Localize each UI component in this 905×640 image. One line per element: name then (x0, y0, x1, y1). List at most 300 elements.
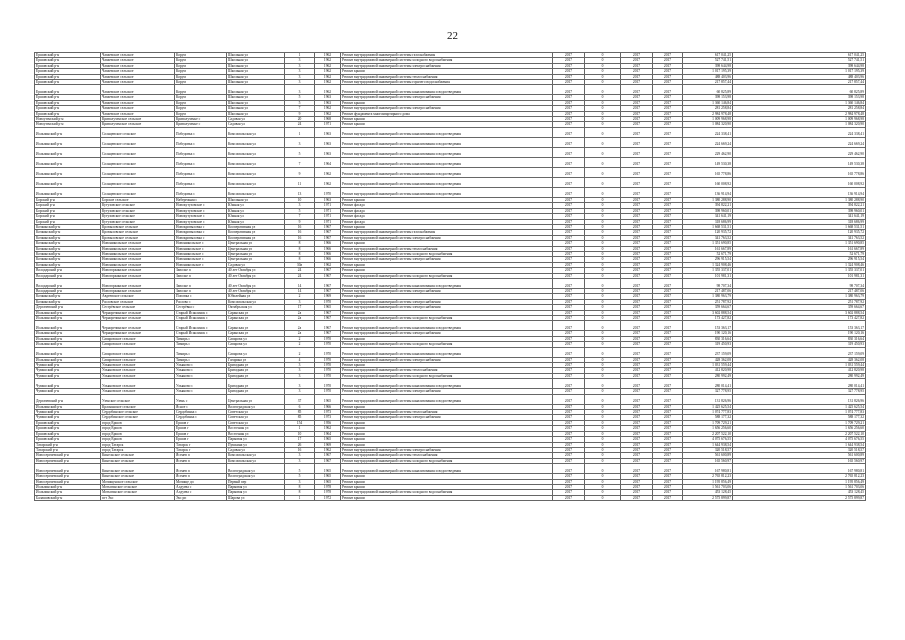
cell-district: Ершовский р-н (35, 53, 101, 58)
cell-plan-year: 2017 (553, 495, 585, 500)
cell-total: 1 195 856,49 (733, 479, 866, 484)
cell-cost: 52 671,79 (683, 251, 733, 256)
cell-end-year: 2017 (653, 257, 683, 262)
cell-start-year: 2017 (621, 147, 653, 157)
cell-work: Ремонт крыши (341, 474, 553, 479)
cell-house: 3 (285, 80, 315, 85)
cell-house: 4 (285, 357, 315, 362)
cell-district: Новосергиевский р-н (35, 453, 101, 458)
cell-end-year: 2017 (653, 331, 683, 336)
cell-locality: Ясенев п (175, 453, 227, 458)
cell-work: Ремонт внутридомовой инженерной системы электроснабжения (341, 63, 553, 68)
cell-start-year: 2017 (621, 442, 653, 447)
cell-work: Ремонт крыши (341, 197, 553, 202)
cell-house: 14 (285, 288, 315, 293)
cell-work: Ремонт внутридомовой инженерной системы электроснабжения (341, 357, 553, 362)
cell-total: 280 014,41 (733, 379, 866, 389)
cell-count: 0 (585, 310, 621, 315)
cell-house: 16 (285, 235, 315, 240)
cell-total: 224 338,41 (733, 127, 866, 137)
cell-locality: Сестрёвка с (175, 305, 227, 310)
cell-start-year: 2017 (621, 95, 653, 100)
cell-count: 0 (585, 278, 621, 288)
cell-district: Борский р-н (35, 219, 101, 224)
cell-work: Ремонт внутридомовой инженерной системы электроснабжения (341, 106, 553, 111)
cell-year: 1963 (315, 197, 341, 202)
cell-locality: Криволученье с (175, 117, 227, 122)
cell-house: 3 (285, 389, 315, 394)
cell-year: 1971 (315, 122, 341, 127)
cell-locality: Ульяново с (175, 373, 227, 378)
cell-house: 8 (285, 251, 315, 256)
cell-plan-year: 2017 (553, 80, 585, 85)
cell-street: Школьная ул (227, 85, 285, 95)
cell-street: Бригадная ул (227, 379, 285, 389)
cell-start-year: 2017 (621, 420, 653, 425)
cell-cost: 428 362,08 (683, 357, 733, 362)
cell-year: 1967 (315, 453, 341, 458)
cell-settlement: Ульяновское сельское (101, 363, 175, 368)
cell-start-year: 2017 (621, 464, 653, 474)
cell-locality: Победовка с (175, 127, 227, 137)
cell-start-year: 2017 (621, 437, 653, 442)
cell-start-year: 2017 (621, 111, 653, 116)
cell-settlement: Сапаровское сельское (101, 357, 175, 362)
cell-plan-year: 2017 (553, 379, 585, 389)
cell-district: Дергачевский р-н (35, 305, 101, 310)
cell-total: 1 360 146,84 (733, 100, 866, 105)
cell-locality: Заволье п (175, 268, 227, 273)
cell-total: 320 518,57 (733, 447, 866, 452)
cell-street: Комсомольская ул (227, 127, 285, 137)
cell-district: Чувашский р-н (35, 368, 101, 373)
cell-street: Южная ул (227, 203, 285, 208)
cell-end-year: 2017 (653, 251, 683, 256)
cell-start-year: 2017 (621, 74, 653, 79)
cell-start-year: 2017 (621, 490, 653, 495)
cell-total: 1 324 908,46 (733, 262, 866, 267)
cell-street: Бригадная ул (227, 373, 285, 378)
cell-end-year: 2017 (653, 426, 683, 431)
cell-cost: 1 351 690,85 (683, 241, 733, 246)
cell-plan-year: 2017 (553, 389, 585, 394)
cell-count: 0 (585, 447, 621, 452)
cell-settlement: город Ершов (101, 437, 175, 442)
cell-cost: 527 741,51 (683, 58, 733, 63)
cell-plan-year: 2017 (553, 262, 585, 267)
cell-street: Комсомольская ул (227, 167, 285, 177)
cell-district: Чувашский р-н (35, 389, 101, 394)
cell-settlement: Новоникольское сельское (101, 257, 175, 262)
cell-plan-year: 2017 (553, 490, 585, 495)
cell-start-year: 2017 (621, 69, 653, 74)
cell-work: Ремонт крыши (341, 431, 553, 436)
cell-district: Борский р-н (35, 197, 101, 202)
cell-locality: Набережная с (175, 197, 227, 202)
cell-work: Ремонт внутридомовой инженерной системы электроснабжения (341, 288, 553, 293)
cell-year: 1966 (315, 241, 341, 246)
cell-cost: 1 709 729,21 (683, 420, 733, 425)
cell-cost: 217 487,06 (683, 288, 733, 293)
cell-count: 0 (585, 262, 621, 267)
cell-settlement: город Ершов (101, 420, 175, 425)
cell-street: Бригадная ул (227, 389, 285, 394)
cell-house: 5 (285, 464, 315, 474)
cell-settlement: Мочищенское сельское (101, 479, 175, 484)
cell-work: Ремонт внутридомовой инженерной системы электроснабжения (341, 95, 553, 100)
cell-settlement: Чапаевское сельское (101, 100, 175, 105)
cell-start-year: 2017 (621, 127, 653, 137)
cell-total: 428 362,08 (733, 357, 866, 362)
cell-work: Ремонт крыши (341, 404, 553, 409)
cell-cost: 341 641,19 (683, 214, 733, 219)
cell-end-year: 2017 (653, 262, 683, 267)
cell-plan-year: 2017 (553, 257, 585, 262)
page-number: 22 (447, 30, 458, 42)
cell-street: Южная ул (227, 219, 285, 224)
table-row (35, 187, 866, 197)
cell-house: 1 (285, 127, 315, 137)
cell-locality: Новоникольское с (175, 251, 227, 256)
cell-locality: Корум (175, 74, 227, 79)
cell-end-year: 2017 (653, 357, 683, 362)
cell-district: Ершовский р-н (35, 106, 101, 111)
cell-count: 0 (585, 246, 621, 251)
cell-start-year: 2017 (621, 447, 653, 452)
cell-house: 7 (285, 214, 315, 219)
cell-house: 8 (285, 241, 315, 246)
cell-cost: 320 518,57 (683, 447, 733, 452)
cell-settlement: Сердобинское сельское (101, 415, 175, 420)
cell-street: Саранская ул (227, 310, 285, 315)
cell-locality: Корум (175, 58, 227, 63)
cell-cost: 1 074 777,83 (683, 410, 733, 415)
cell-locality: Новокутузовское с (175, 219, 227, 224)
cell-settlement: Новоникольское сельское (101, 246, 175, 251)
cell-house: 7 (285, 157, 315, 167)
cell-work: Ремонт внутридомовой инженерной системы холодного водоснабжения (341, 251, 553, 256)
cell-work: Ремонт внутридомовой инженерной системы электроснабжения (341, 235, 553, 240)
cell-cost: 327 778,95 (683, 389, 733, 394)
cell-settlement: Кинельское сельское (101, 474, 175, 479)
cell-total: 3 602 888,54 (733, 310, 866, 315)
cell-start-year: 2017 (621, 58, 653, 63)
cell-cost: 1 644 938,54 (683, 442, 733, 447)
cell-locality: Ульяново с (175, 379, 227, 389)
cell-total: 1 084 320,90 (733, 122, 866, 127)
cell-year: 1968 (315, 117, 341, 122)
cell-cost: 229 462,90 (683, 147, 733, 157)
cell-district: Ершовский р-н (35, 80, 101, 85)
cell-work: Ремонт внутридомовой инженерной системы электроснабжения (341, 389, 553, 394)
cell-work: Ремонт крыши (341, 262, 553, 267)
cell-house: 3 (285, 85, 315, 95)
cell-settlement: Криволученское сельское (101, 117, 175, 122)
cell-settlement: Черноречинское сельское (101, 321, 175, 331)
cell-end-year: 2017 (653, 474, 683, 479)
cell-count: 0 (585, 288, 621, 293)
cell-house: 24 (285, 122, 315, 127)
cell-district: Кочкинский р-н (35, 262, 101, 267)
cell-year: 1963 (315, 137, 341, 147)
cell-year: 1965 (315, 474, 341, 479)
cell-count: 0 (585, 363, 621, 368)
cell-year: 1967 (315, 268, 341, 273)
cell-count: 0 (585, 214, 621, 219)
cell-district: Исаклинский р-н (35, 347, 101, 357)
cell-count: 0 (585, 404, 621, 409)
cell-work: Ремонт крыши (341, 363, 553, 368)
cell-street: 40 лет Октября ул (227, 273, 285, 278)
cell-cost: 2 765 812,23 (683, 474, 733, 479)
cell-end-year: 2017 (653, 241, 683, 246)
cell-cost: 561 600,89 (683, 453, 733, 458)
cell-plan-year: 2017 (553, 331, 585, 336)
cell-settlement: Кутузовское сельское (101, 214, 175, 219)
cell-house: 8 (285, 484, 315, 489)
cell-locality: Победовка с (175, 137, 227, 147)
cell-end-year: 2017 (653, 336, 683, 341)
cell-start-year: 2017 (621, 426, 653, 431)
cell-work: Ремонт внутридомовой инженерной системы холодного водоснабжения (341, 373, 553, 378)
cell-plan-year: 2017 (553, 58, 585, 63)
cell-count: 0 (585, 58, 621, 63)
cell-end-year: 2017 (653, 230, 683, 235)
cell-cost: 398 960,01 (683, 208, 733, 213)
cell-plan-year: 2017 (553, 347, 585, 357)
cell-district: Исаклинский р-н (35, 177, 101, 187)
cell-end-year: 2017 (653, 299, 683, 304)
cell-start-year: 2017 (621, 251, 653, 256)
cell-year: 1962 (315, 262, 341, 267)
cell-house: 8 (285, 246, 315, 251)
cell-plan-year: 2017 (553, 203, 585, 208)
cell-cost: 120 935,72 (683, 230, 733, 235)
cell-total: 190 120,16 (733, 331, 866, 336)
cell-count: 0 (585, 394, 621, 404)
cell-house: 7 (285, 106, 315, 111)
cell-count: 0 (585, 379, 621, 389)
cell-count: 0 (585, 490, 621, 495)
cell-settlement: Черноречинское сельское (101, 331, 175, 336)
cell-street: Бригадная ул (227, 363, 285, 368)
cell-total: 52 671,79 (733, 251, 866, 256)
cell-end-year: 2017 (653, 404, 683, 409)
cell-plan-year: 2017 (553, 273, 585, 278)
cell-house: 3 (285, 58, 315, 63)
cell-year: 1962 (315, 58, 341, 63)
cell-street: Комсомольская ул (227, 299, 285, 304)
cell-count: 0 (585, 157, 621, 167)
cell-work: Ремонт крыши (341, 224, 553, 229)
cell-house: 1 (285, 53, 315, 58)
cell-total: 237 159,09 (733, 347, 866, 357)
cell-end-year: 2017 (653, 490, 683, 495)
cell-total: 1 351 690,85 (733, 241, 866, 246)
cell-cost: 224 338,41 (683, 127, 733, 137)
cell-end-year: 2017 (653, 294, 683, 299)
cell-work: Ремонт внутридомовой инженерной системы электроснабжения (341, 299, 553, 304)
cell-end-year: 2017 (653, 373, 683, 378)
cell-street: Садовая ул (227, 447, 285, 452)
cell-work: Ремонт крыши (341, 117, 553, 122)
cell-district: Исаклинский р-н (35, 321, 101, 331)
cell-total: 173 427,82 (733, 316, 866, 321)
cell-work: Ремонт внутридомовой инженерной системы электроснабжения (341, 331, 553, 336)
cell-end-year: 2017 (653, 208, 683, 213)
cell-start-year: 2017 (621, 241, 653, 246)
cell-count: 0 (585, 100, 621, 105)
cell-plan-year: 2017 (553, 373, 585, 378)
table-row (35, 85, 866, 95)
cell-total: 98 707,34 (733, 278, 866, 288)
cell-district: Володарский р-н (35, 273, 101, 278)
cell-year: 1971 (315, 208, 341, 213)
cell-cost: 217 857,44 (683, 80, 733, 85)
cell-end-year: 2017 (653, 69, 683, 74)
cell-locality: Корум (175, 69, 227, 74)
cell-settlement: Авдеевское сельское (101, 294, 175, 299)
cell-cost: 588 177,32 (683, 415, 733, 420)
cell-settlement: город Татарск (101, 442, 175, 447)
cell-house: 11 (285, 177, 315, 187)
cell-work: Ремонт внутридомовой инженерной системы канализования и водоотведения (341, 85, 553, 95)
cell-work: Ремонт внутридомовой инженерной системы теплоснабжения (341, 246, 553, 251)
cell-end-year: 2017 (653, 305, 683, 310)
cell-plan-year: 2017 (553, 420, 585, 425)
cell-locality: Новокутузовское с (175, 203, 227, 208)
cell-cost: 1 355 337,01 (683, 268, 733, 273)
cell-street: Школьная ул (227, 100, 285, 105)
cell-total: 60 825,89 (733, 85, 866, 95)
table-row (35, 278, 866, 288)
cell-street: Сапарова ул (227, 336, 285, 341)
cell-locality: Старый Исаклинск с (175, 321, 227, 331)
cell-total: 167 980,81 (733, 464, 866, 474)
cell-start-year: 2017 (621, 458, 653, 463)
cell-year: 1962 (315, 167, 341, 177)
cell-cost: 1 009 968,98 (683, 117, 733, 122)
cell-house: 10 (285, 431, 315, 436)
cell-cost: 1 656 256,60 (683, 426, 733, 431)
cell-locality: Ершов г (175, 437, 227, 442)
cell-street: Восточная ул (227, 426, 285, 431)
cell-house: 3 (285, 69, 315, 74)
cell-start-year: 2017 (621, 268, 653, 273)
cell-count: 0 (585, 479, 621, 484)
cell-total: 136 914,94 (733, 187, 866, 197)
cell-total: 398 960,01 (733, 208, 866, 213)
cell-total: 1 709 729,21 (733, 420, 866, 425)
cell-start-year: 2017 (621, 257, 653, 262)
cell-end-year: 2017 (653, 316, 683, 321)
cell-cost: 165 560,97 (683, 458, 733, 463)
cell-settlement: город Ершов (101, 426, 175, 431)
cell-house: 3 (285, 368, 315, 373)
table-row (35, 147, 866, 157)
cell-year: 1970 (315, 187, 341, 197)
cell-total: 1 017 195,39 (733, 69, 866, 74)
cell-work: Ремонт внутридомовой инженерной системы газоснабжения (341, 53, 553, 58)
cell-total: 161 667,89 (733, 246, 866, 251)
cell-house: 3 (285, 63, 315, 68)
cell-end-year: 2017 (653, 288, 683, 293)
cell-locality: Алдуева с (175, 490, 227, 495)
cell-settlement: Новоникольское сельское (101, 251, 175, 256)
cell-cost: 1 668 531,51 (683, 224, 733, 229)
cell-settlement: Чапаевское сельское (101, 58, 175, 63)
cell-district: Исаклинский р-н (35, 336, 101, 341)
cell-street: Пушкина ул (227, 442, 285, 447)
cell-year: 1967 (315, 230, 341, 235)
cell-count: 0 (585, 117, 621, 122)
cell-street: Школьная ул (227, 106, 285, 111)
cell-house: 20 (285, 117, 315, 122)
cell-settlement: Ульяновское сельское (101, 379, 175, 389)
cell-end-year: 2017 (653, 203, 683, 208)
cell-street: Южная ул (227, 208, 285, 213)
cell-settlement: Чапаевское сельское (101, 74, 175, 79)
cell-year: 1967 (315, 278, 341, 288)
cell-total: 229 462,90 (733, 147, 866, 157)
cell-cost: 412 820,98 (683, 368, 733, 373)
cell-end-year: 2017 (653, 106, 683, 111)
cell-year: 1973 (315, 415, 341, 420)
cell-district: Володарский р-н (35, 288, 101, 293)
cell-end-year: 2017 (653, 63, 683, 68)
cell-count: 0 (585, 458, 621, 463)
cell-settlement: Ульяновское сельское (101, 373, 175, 378)
cell-count: 0 (585, 321, 621, 331)
cell-end-year: 2017 (653, 368, 683, 373)
cell-street: Школьная ул (227, 69, 285, 74)
cell-settlement: Новоникольское сельское (101, 241, 175, 246)
cell-work: Ремонт фасада (341, 219, 553, 224)
cell-house: 5 (285, 208, 315, 213)
cell-start-year: 2017 (621, 177, 653, 187)
cell-house: 5 (285, 100, 315, 105)
cell-plan-year: 2017 (553, 394, 585, 404)
cell-house: 3 (285, 137, 315, 147)
cell-start-year: 2017 (621, 262, 653, 267)
cell-plan-year: 2017 (553, 241, 585, 246)
cell-start-year: 2017 (621, 157, 653, 167)
cell-street: Школьная ул (227, 95, 285, 100)
cell-house: 13 (285, 187, 315, 197)
cell-plan-year: 2017 (553, 415, 585, 420)
cell-house: 24 (285, 273, 315, 278)
cell-plan-year: 2017 (553, 299, 585, 304)
cell-year: 1962 (315, 447, 341, 452)
cell-start-year: 2017 (621, 479, 653, 484)
cell-settlement: Чапаевское сельское (101, 80, 175, 85)
cell-street: Школьная ул (227, 53, 285, 58)
cell-end-year: 2017 (653, 235, 683, 240)
cell-end-year: 2017 (653, 447, 683, 452)
cell-end-year: 2017 (653, 363, 683, 368)
cell-house: 26 (285, 442, 315, 447)
cell-cost: 224 669,24 (683, 137, 733, 147)
cell-start-year: 2017 (621, 474, 653, 479)
cell-cost: 1 360 146,84 (683, 100, 733, 105)
cell-house: 2а (285, 316, 315, 321)
cell-settlement: Солнцевское сельское (101, 127, 175, 137)
cell-end-year: 2017 (653, 394, 683, 404)
cell-start-year: 2017 (621, 288, 653, 293)
cell-total: 1 031 559,44 (733, 363, 866, 368)
cell-end-year: 2017 (653, 167, 683, 177)
cell-settlement: Расловское сельское (101, 299, 175, 304)
